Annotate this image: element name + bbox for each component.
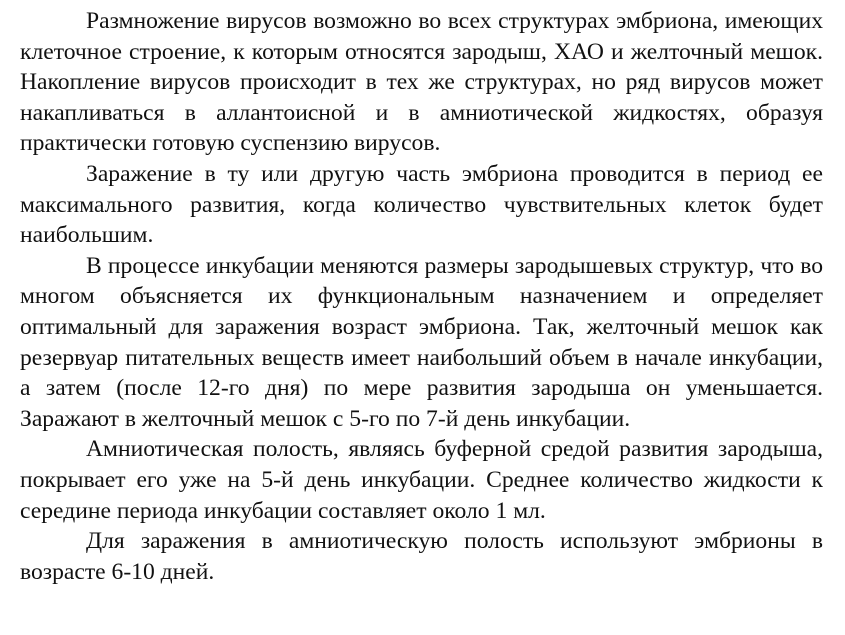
paragraph-infection-timing: Заражение в ту или другую часть эмбриона проводится в период ее максимального развития, когда количество чувствительных клеток будет наибольшим. xyxy=(20,160,823,249)
paragraph-incubation-changes: В процессе инкубации меняются размеры зародышевых структур, что во многом объясняется их функциональным назначением и определяет оптимальный для заражения возраст эмбриона. Так, желточный мешок как резервуар питательных веществ имеет наибольший объем в начале инкубации, а затем (после 12-го дня) по мере развития зародыша он уменьшается. Заражают в желточный мешок с 5-го по 7-й день инкубации. xyxy=(20,252,823,432)
paragraph-amniotic-infection-age: Для заражения в амниотическую полость используют эмбрионы в возрасте 6-10 дней. xyxy=(20,528,823,585)
document-body xyxy=(20,6,823,587)
paragraph-amniotic-cavity: Амниотическая полость, являясь буферной средой развития зародыша, покрывает его уже на 5-й день инкубации. Среднее количество жидкости к середине периода инкубации составляет около 1 мл. xyxy=(20,436,823,524)
paragraph-virus-reproduction: Размножение вирусов возможно во всех структурах эмбриона, имеющих клеточное строение, к которым относятся зародыш, ХАО и желточный мешок. Накопление вирусов происходит в тех же структурах, но ряд вирусов может накапливаться в аллантоисной и в амниотической жидкостях, образуя практически готовую суспензию вирусов. xyxy=(20,8,823,157)
